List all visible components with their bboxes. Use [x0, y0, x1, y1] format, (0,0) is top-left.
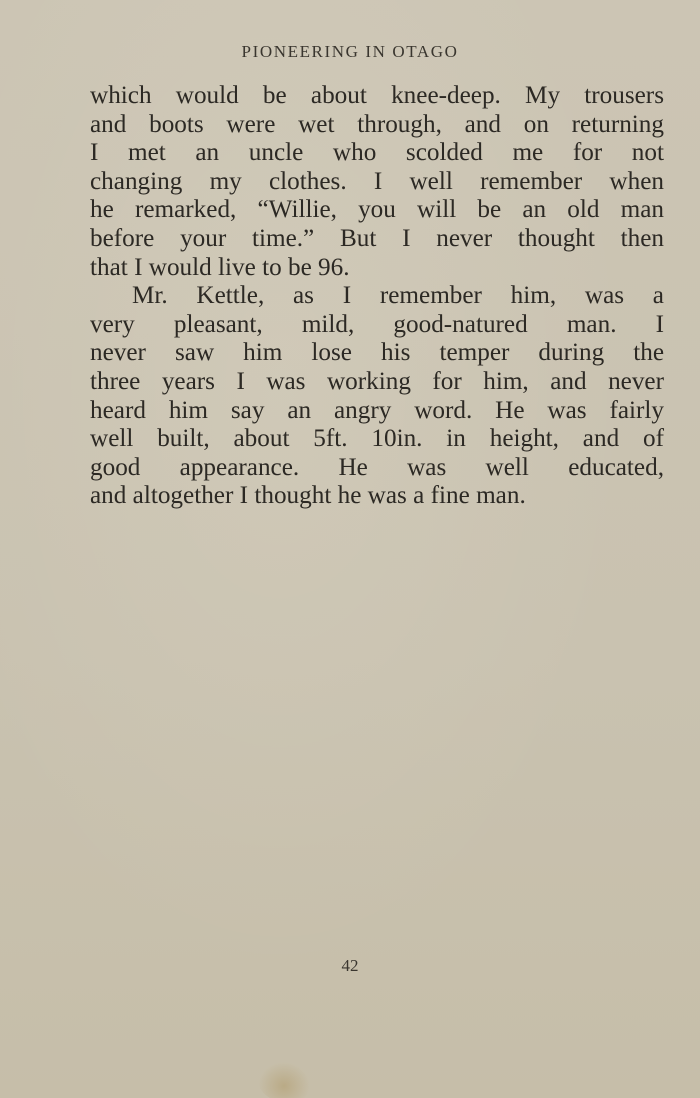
paper-stain	[258, 1062, 310, 1098]
paragraph-end-line: and altogether I thought he was a fine man.	[90, 482, 526, 510]
text-line: changing my clothes. I well remember when	[90, 167, 664, 195]
text-line: he remarked, “Willie, you will be an old man	[90, 196, 664, 224]
paragraph-start-line: Mr. Kettle, as I remember him, was a	[132, 282, 664, 310]
page-number: 42	[341, 956, 359, 975]
text-line: I met an uncle who scolded me for not	[90, 139, 664, 167]
text-line: very pleasant, mild, good-natured man. I	[90, 310, 664, 338]
body-text	[90, 82, 664, 511]
paragraph-end-line: that I would live to be 96.	[90, 253, 350, 281]
text-line: and boots were wet through, and on returning	[90, 110, 664, 138]
text-line: which would be about knee-deep. My trousers	[90, 82, 664, 109]
text-line: good appearance. He was well educated,	[90, 453, 664, 481]
text-line: heard him say an angry word. He was fairly	[90, 396, 664, 424]
text-line: well built, about 5ft. 10in. in height, and of	[90, 425, 664, 453]
text-line: before your time.” But I never thought then	[90, 224, 664, 252]
text-line: never saw him lose his temper during the	[90, 339, 664, 367]
running-head-title: PIONEERING IN OTAGO	[241, 42, 459, 61]
text-line: three years I was working for him, and never	[90, 367, 664, 395]
